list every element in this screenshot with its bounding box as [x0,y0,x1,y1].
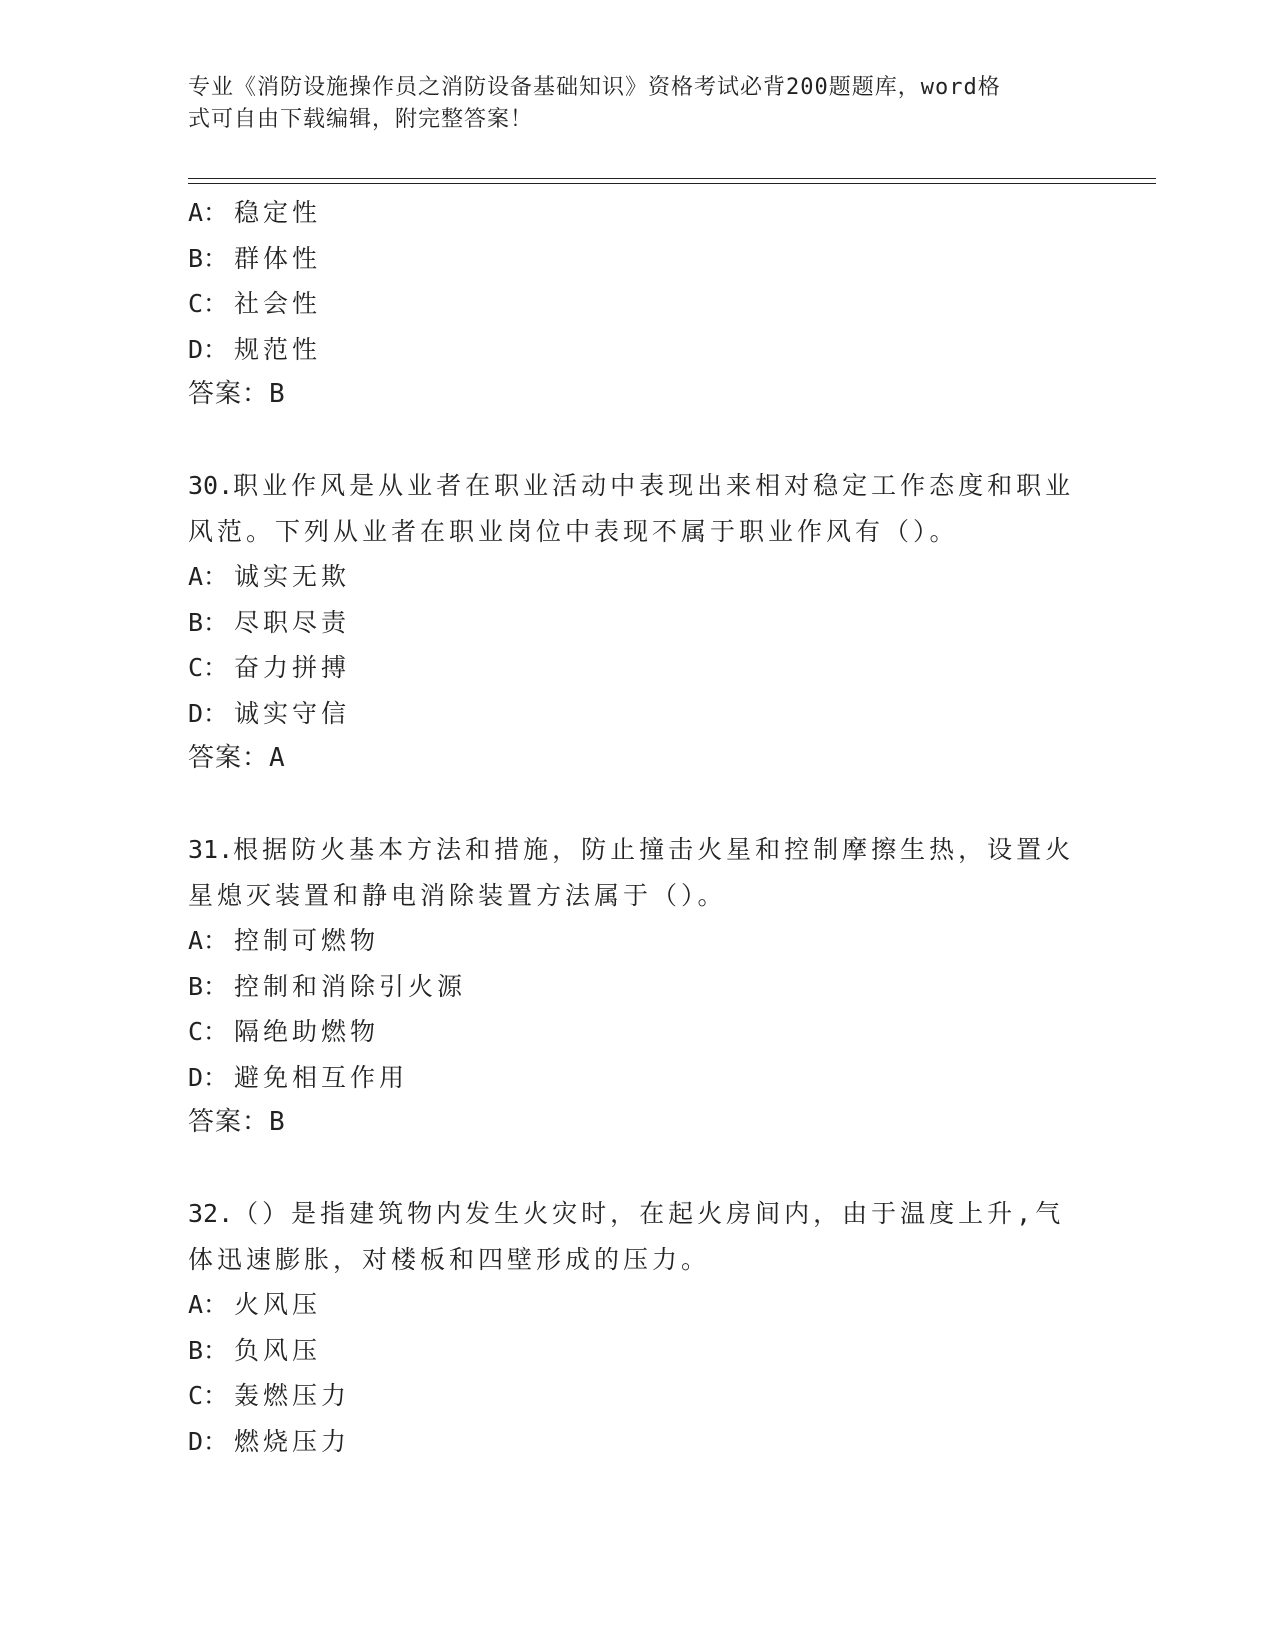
option-text: 社会性 [234,289,322,318]
option-d [188,327,1088,373]
option-b [188,1328,1088,1374]
option-d [188,1419,1088,1465]
option-c [188,1009,1088,1055]
option-d [188,1055,1088,1101]
option-b [188,236,1088,282]
option-a [188,554,1088,600]
option-text: 规范性 [234,334,322,364]
option-text: 诚实无欺 [234,562,351,591]
spacer [188,782,1088,828]
option-text: 轰燃压力 [234,1381,351,1410]
option-letter: C： [188,1381,229,1410]
option-letter: A： [188,562,229,591]
header-line-1: 专业《消防设施操作员之消防设备基础知识》资格考试必背200题题库，word格 [188,75,1001,100]
option-letter: D： [188,698,229,728]
option-letter: D： [188,334,229,364]
question-text: 职业作风是从业者在职业活动中表现出来相对稳定工作态度和职业风范。下列从业者在职业岗位中表现不属于职业作风有（）。 [188,471,1075,546]
option-text: 诚实守信 [234,698,351,728]
option-letter: C： [188,653,229,682]
option-b [188,600,1088,646]
option-letter: B： [188,243,229,273]
option-text: 火风压 [234,1290,322,1319]
option-letter: A： [188,198,229,227]
question-stem [188,1191,1088,1282]
question-list [188,190,1088,1464]
option-text: 控制和消除引火源 [234,971,467,1001]
option-c [188,645,1088,691]
option-b [188,964,1088,1010]
question-stem [188,827,1088,918]
option-text: 燃烧压力 [234,1426,351,1456]
option-text: 负风压 [234,1335,322,1365]
header-divider-bottom [188,183,1156,184]
question-30 [188,463,1088,782]
header-divider-top [188,178,1156,179]
option-letter: D： [188,1426,229,1456]
option-letter: B： [188,971,229,1001]
document-header [188,72,1088,136]
answer-line: 答案：A [188,743,286,773]
question-number: 31. [188,835,234,864]
question-text: 根据防火基本方法和措施，防止撞击火星和控制摩擦生热，设置火星熄灭装置和静电消除装置方法属于（）。 [188,835,1075,910]
answer-line: 答案：B [188,379,286,409]
option-letter: A： [188,1290,229,1319]
question-32 [188,1191,1088,1464]
option-text: 避免相互作用 [234,1062,409,1092]
option-letter: B： [188,607,229,637]
spacer [188,418,1088,464]
option-text: 稳定性 [234,198,322,227]
option-text: 隔绝助燃物 [234,1017,380,1046]
option-text: 控制可燃物 [234,926,380,955]
option-text: 奋力拼搏 [234,653,351,682]
answer-line: 答案：B [188,1107,286,1137]
question-31 [188,827,1088,1146]
option-letter: C： [188,1017,229,1046]
question-number: 30. [188,471,234,500]
option-c [188,1373,1088,1419]
option-letter: D： [188,1062,229,1092]
option-a [188,918,1088,964]
option-text: 群体性 [234,243,322,273]
question-text: （）是指建筑物内发生火灾时，在起火房间内，由于温度上升,气体迅速膨胀，对楼板和四壁形成的压力。 [188,1199,1065,1274]
option-text: 尽职尽责 [234,607,351,637]
header-line-2: 式可自由下载编辑，附完整答案！ [188,107,534,132]
option-a [188,1282,1088,1328]
option-letter: B： [188,1335,229,1365]
question-29-tail [188,190,1088,418]
option-letter: C： [188,289,229,318]
option-c [188,281,1088,327]
option-d [188,691,1088,737]
question-number: 32. [188,1199,234,1228]
option-letter: A： [188,926,229,955]
spacer [188,1146,1088,1192]
question-stem [188,463,1088,554]
option-a [188,190,1088,236]
